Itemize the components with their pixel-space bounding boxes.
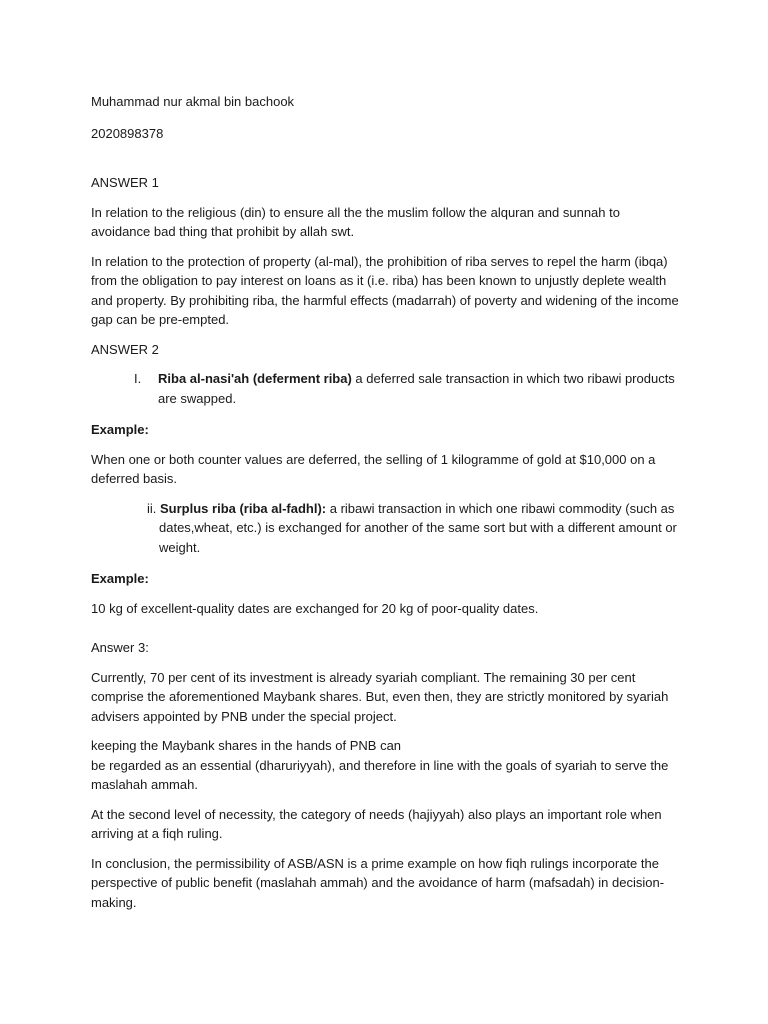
list-item-1-term: Riba al-nasi'ah (deferment riba) — [158, 371, 352, 386]
answer3-paragraph-3: At the second level of necessity, the category of needs (hajiyyah) also plays an important role when arriving at a fiqh ruling. — [91, 806, 662, 841]
answer3-paragraph-4: In conclusion, the permissibility of ASB/ASN is a prime example on how fiqh rulings incorporate the perspective of public benefit (maslahah ammah) and the avoidance of harm (mafsadah) in decision-making. — [91, 855, 665, 910]
document-body — [91, 92, 681, 922]
list-item-2-term: Surplus riba (riba al-fadhl): — [160, 500, 327, 516]
answer3-heading: Answer 3: — [91, 640, 149, 655]
answer2-heading: ANSWER 2 — [91, 341, 159, 357]
answer3-paragraph-2-line-1: keeping the Maybank shares in the hands of PNB can — [91, 738, 402, 753]
example-2-text: 10 kg of excellent-quality dates are exchanged for 20 kg of poor-quality dates. — [91, 600, 539, 616]
example-label-1-text: Example: — [91, 422, 149, 437]
answer1-paragraph-2: In relation to the protection of property (al-mal), the prohibition of riba serves to repel the harm (ibqa) from the obligation to pay interest on loans as it (i.e. riba) has been known to unjustly deplete wealth and property. By prohibiting riba, the harmful effects (madarrah) of poverty and widening of the income gap can be pre-empted. — [91, 253, 679, 327]
example-1-text: When one or both counter values are deferred, the selling of 1 kilogramme of gold at $10,000 on a deferred basis. — [91, 451, 656, 486]
list-item-1-text: a deferred sale transaction in which two ribawi products are swapped. — [158, 371, 675, 406]
list-item-2-text: a ribawi transaction in which one ribawi commodity (such as dates,wheat, etc.) is exchanged for another of the same sort but with a different amount or weight. — [159, 500, 677, 555]
answer1-paragraph-1: In relation to the religious (din) to ensure all the the muslim follow the alquran and sunnah to avoidance bad thing that prohibit by allah swt. — [91, 204, 620, 239]
student-id: 2020898378 — [91, 125, 164, 141]
list-item-1-body — [158, 369, 681, 408]
list-marker-2: ii. — [147, 500, 157, 516]
student-name: Muhammad nur akmal bin bachook — [91, 94, 295, 109]
answer3-paragraph-1: Currently, 70 per cent of its investment is already syariah compliant. The remaining 30 per cent comprise the aforementioned Maybank shares. But, even then, they are strictly monitored by syariah advisers appointed by PNB under the special project. — [91, 669, 669, 724]
answer3-paragraph-2-line-2: be regarded as an essential (dharuriyyah), and therefore in line with the goals of syariah to serve the maslahah ammah. — [91, 757, 669, 792]
example-label-2 — [91, 569, 681, 589]
list-marker-1: I. — [134, 371, 142, 386]
answer1-heading: ANSWER 1 — [91, 175, 159, 190]
list-item-2-body — [147, 499, 681, 558]
answer2-list-item-2 — [147, 499, 681, 558]
answer2-list-item-1 — [134, 369, 681, 408]
example-label-2-text: Example: — [91, 571, 149, 586]
answer3-paragraph-2 — [91, 736, 681, 795]
example-label-1 — [91, 420, 681, 440]
